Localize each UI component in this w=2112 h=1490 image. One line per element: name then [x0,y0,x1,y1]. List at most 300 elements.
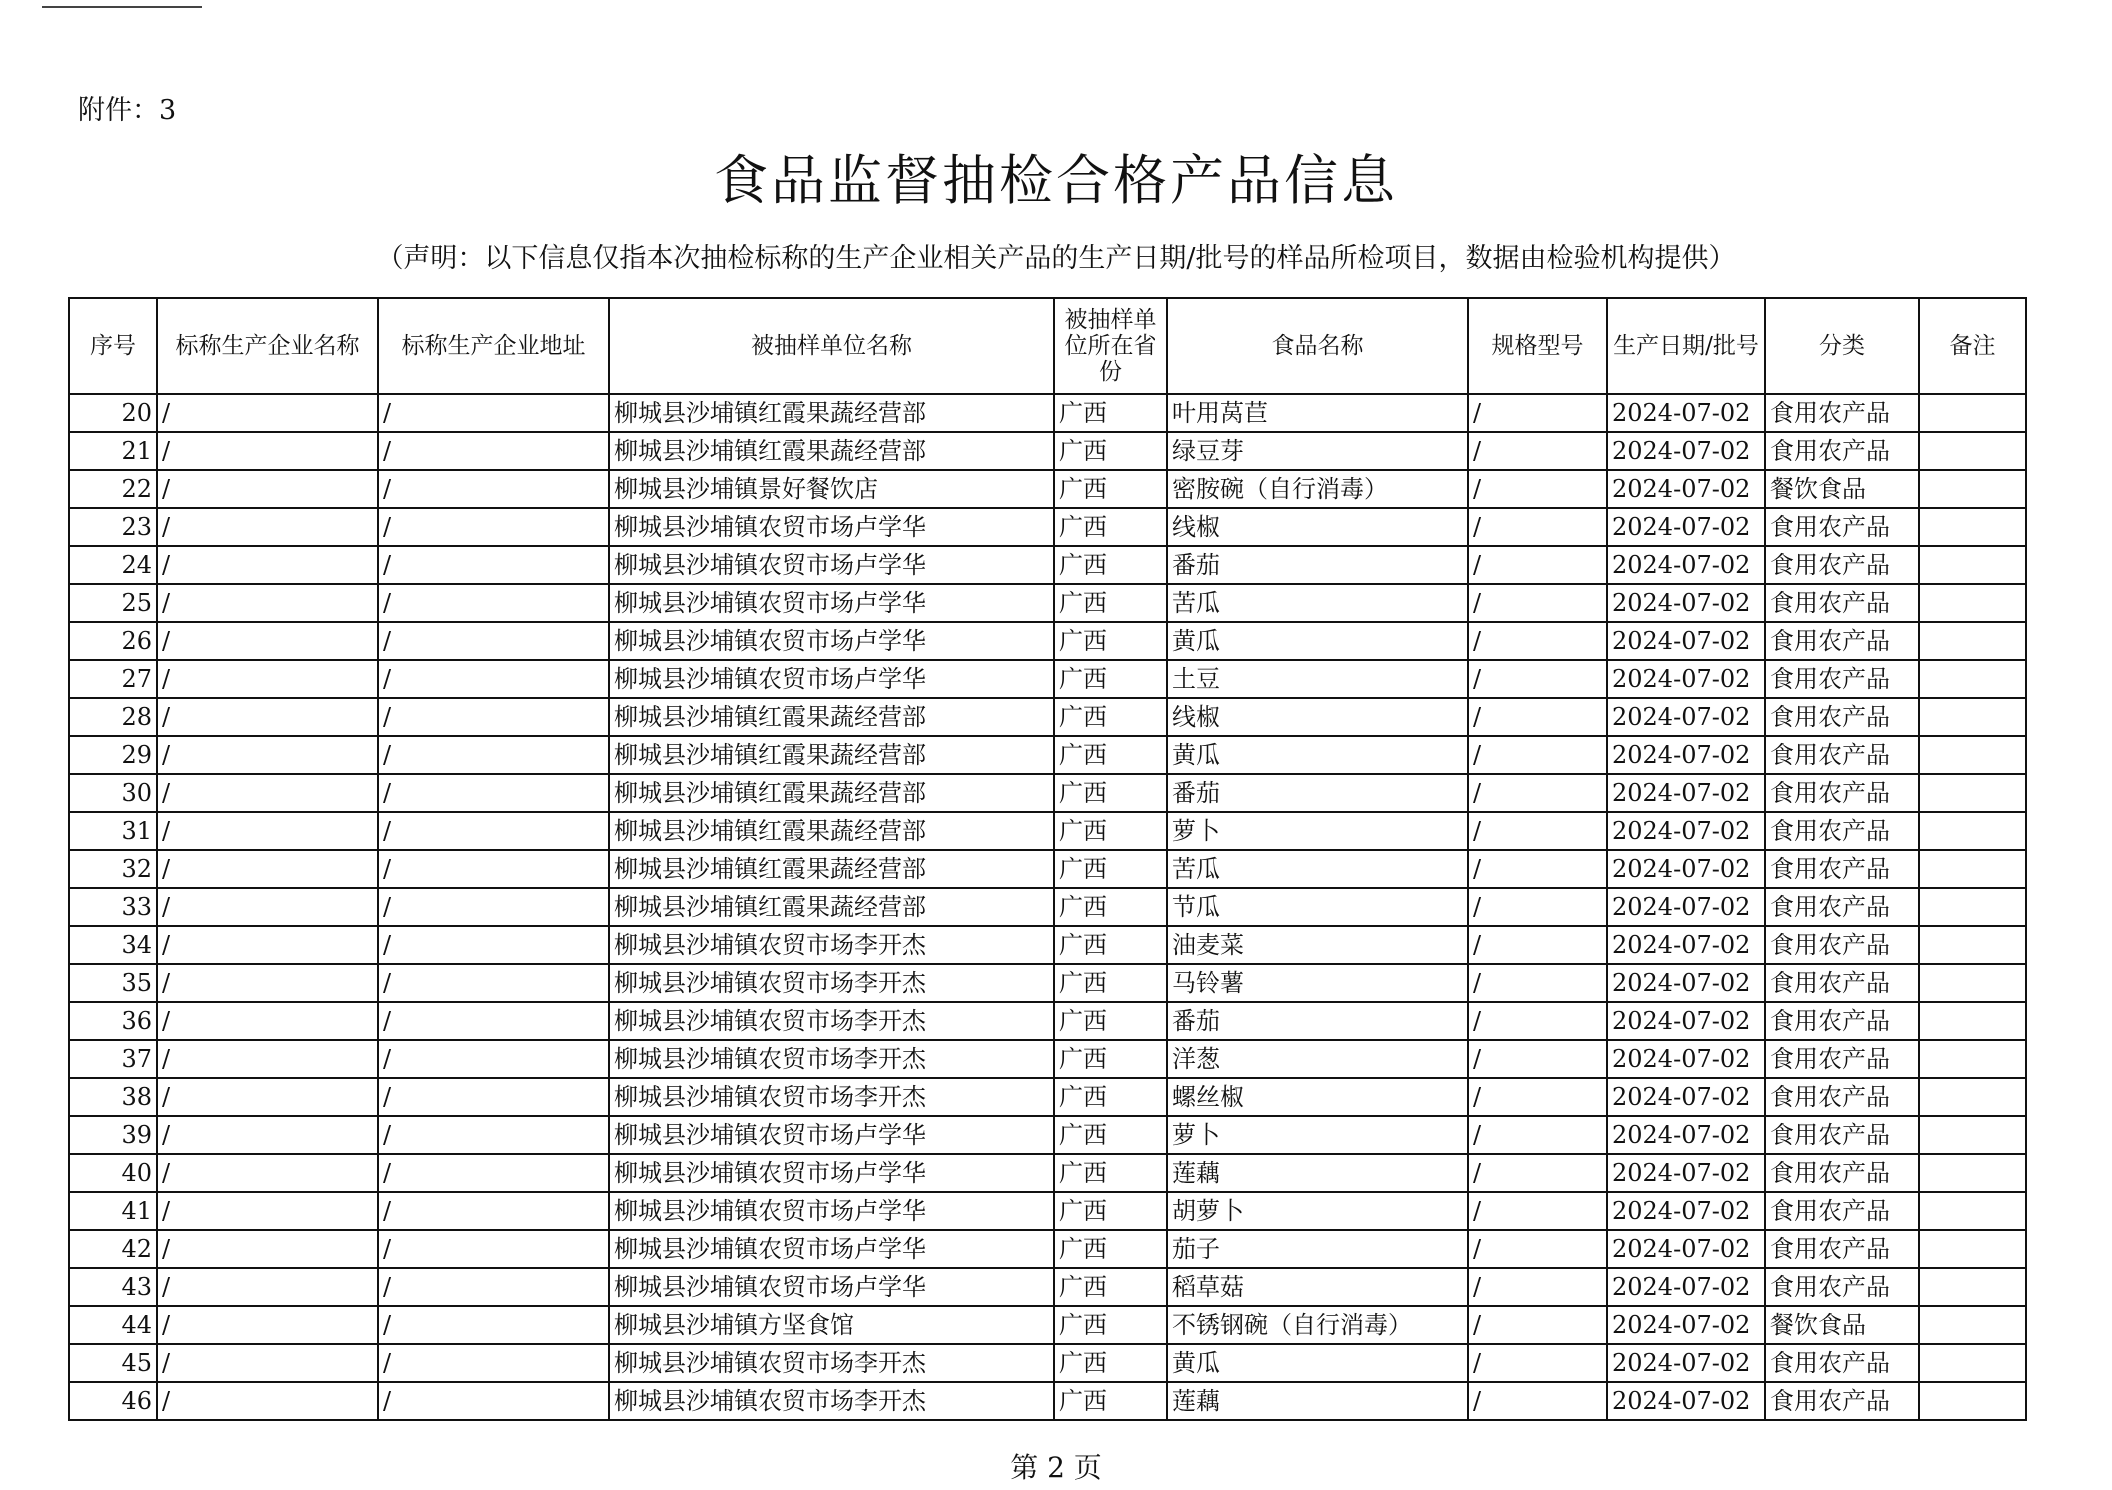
cell-remark [1919,1116,2026,1154]
cell-spec: / [1468,1116,1607,1154]
cell-address: / [378,660,609,698]
cell-remark [1919,964,2026,1002]
cell-sampled-unit: 柳城县沙埔镇农贸市场李开杰 [609,1078,1054,1116]
cell-address: / [378,698,609,736]
cell-sampled-unit: 柳城县沙埔镇农贸市场卢学华 [609,508,1054,546]
cell-manufacturer: / [157,432,378,470]
cell-address: / [378,1344,609,1382]
cell-remark [1919,1154,2026,1192]
cell-spec: / [1468,1040,1607,1078]
cell-province: 广西 [1054,1268,1167,1306]
cell-remark [1919,888,2026,926]
column-header: 生产日期/批号 [1607,298,1765,394]
cell-manufacturer: / [157,1040,378,1078]
cell-sampled-unit: 柳城县沙埔镇红霞果蔬经营部 [609,394,1054,432]
cell-address: / [378,888,609,926]
cell-manufacturer: / [157,888,378,926]
cell-index: 27 [69,660,157,698]
cell-address: / [378,1116,609,1154]
cell-date: 2024-07-02 [1607,1382,1765,1420]
cell-spec: / [1468,1344,1607,1382]
cell-sampled-unit: 柳城县沙埔镇红霞果蔬经营部 [609,736,1054,774]
cell-date: 2024-07-02 [1607,698,1765,736]
cell-spec: / [1468,1306,1607,1344]
cell-date: 2024-07-02 [1607,1306,1765,1344]
cell-date: 2024-07-02 [1607,774,1765,812]
cell-manufacturer: / [157,774,378,812]
cell-index: 38 [69,1078,157,1116]
cell-category: 餐饮食品 [1765,1306,1919,1344]
table-row [69,470,2026,508]
cell-index: 31 [69,812,157,850]
cell-address: / [378,394,609,432]
cell-index: 41 [69,1192,157,1230]
cell-remark [1919,926,2026,964]
cell-spec: / [1468,1192,1607,1230]
cell-category: 食用农产品 [1765,698,1919,736]
cell-address: / [378,964,609,1002]
cell-sampled-unit: 柳城县沙埔镇方坚食馆 [609,1306,1054,1344]
cell-sampled-unit: 柳城县沙埔镇农贸市场李开杰 [609,964,1054,1002]
cell-manufacturer: / [157,1382,378,1420]
cell-remark [1919,1192,2026,1230]
cell-manufacturer: / [157,584,378,622]
cell-address: / [378,736,609,774]
cell-date: 2024-07-02 [1607,736,1765,774]
cell-address: / [378,1382,609,1420]
cell-date: 2024-07-02 [1607,546,1765,584]
table-row [69,1382,2026,1420]
product-table [68,297,2027,1421]
cell-index: 32 [69,850,157,888]
table-row [69,584,2026,622]
cell-food-name: 洋葱 [1167,1040,1468,1078]
cell-remark [1919,1268,2026,1306]
cell-category: 食用农产品 [1765,774,1919,812]
cell-category: 食用农产品 [1765,1230,1919,1268]
cell-category: 食用农产品 [1765,660,1919,698]
cell-sampled-unit: 柳城县沙埔镇景好餐饮店 [609,470,1054,508]
cell-category: 食用农产品 [1765,546,1919,584]
cell-index: 44 [69,1306,157,1344]
cell-food-name: 莲藕 [1167,1382,1468,1420]
table-row [69,850,2026,888]
cell-category: 食用农产品 [1765,1382,1919,1420]
cell-spec: / [1468,698,1607,736]
cell-category: 食用农产品 [1765,1268,1919,1306]
cell-food-name: 马铃薯 [1167,964,1468,1002]
cell-manufacturer: / [157,812,378,850]
cell-index: 28 [69,698,157,736]
cell-index: 36 [69,1002,157,1040]
cell-food-name: 萝卜 [1167,812,1468,850]
cell-manufacturer: / [157,1344,378,1382]
cell-sampled-unit: 柳城县沙埔镇农贸市场卢学华 [609,1230,1054,1268]
cell-remark [1919,584,2026,622]
cell-sampled-unit: 柳城县沙埔镇红霞果蔬经营部 [609,698,1054,736]
column-header: 被抽样单位所在省份 [1054,298,1167,394]
column-header: 序号 [69,298,157,394]
cell-date: 2024-07-02 [1607,1002,1765,1040]
cell-food-name: 苦瓜 [1167,584,1468,622]
cell-index: 26 [69,622,157,660]
cell-sampled-unit: 柳城县沙埔镇红霞果蔬经营部 [609,888,1054,926]
cell-remark [1919,1040,2026,1078]
cell-index: 39 [69,1116,157,1154]
cell-sampled-unit: 柳城县沙埔镇农贸市场卢学华 [609,546,1054,584]
cell-address: / [378,1002,609,1040]
cell-province: 广西 [1054,622,1167,660]
cell-food-name: 番茄 [1167,546,1468,584]
cell-address: / [378,1306,609,1344]
table-row [69,1268,2026,1306]
cell-manufacturer: / [157,1230,378,1268]
statement: （声明：以下信息仅指本次抽检标称的生产企业相关产品的生产日期/批号的样品所检项目，数据由检验机构提供） [376,243,1736,274]
cell-province: 广西 [1054,850,1167,888]
cell-date: 2024-07-02 [1607,432,1765,470]
cell-sampled-unit: 柳城县沙埔镇农贸市场李开杰 [609,1344,1054,1382]
table-row [69,1192,2026,1230]
cell-food-name: 莲藕 [1167,1154,1468,1192]
cell-manufacturer: / [157,508,378,546]
cell-address: / [378,622,609,660]
cell-spec: / [1468,1154,1607,1192]
cell-province: 广西 [1054,660,1167,698]
cell-province: 广西 [1054,546,1167,584]
cell-index: 37 [69,1040,157,1078]
cell-remark [1919,812,2026,850]
cell-category: 食用农产品 [1765,584,1919,622]
cell-food-name: 黄瓜 [1167,736,1468,774]
cell-food-name: 黄瓜 [1167,622,1468,660]
cell-remark [1919,470,2026,508]
cell-province: 广西 [1054,774,1167,812]
cell-index: 25 [69,584,157,622]
cell-food-name: 土豆 [1167,660,1468,698]
cell-sampled-unit: 柳城县沙埔镇农贸市场卢学华 [609,1192,1054,1230]
cell-food-name: 节瓜 [1167,888,1468,926]
cell-sampled-unit: 柳城县沙埔镇农贸市场李开杰 [609,1002,1054,1040]
cell-date: 2024-07-02 [1607,622,1765,660]
cell-date: 2024-07-02 [1607,394,1765,432]
cell-address: / [378,926,609,964]
cell-manufacturer: / [157,1078,378,1116]
cell-province: 广西 [1054,1002,1167,1040]
cell-spec: / [1468,584,1607,622]
cell-manufacturer: / [157,1192,378,1230]
cell-category: 食用农产品 [1765,394,1919,432]
cell-date: 2024-07-02 [1607,584,1765,622]
cell-category: 食用农产品 [1765,1192,1919,1230]
cell-sampled-unit: 柳城县沙埔镇农贸市场李开杰 [609,1040,1054,1078]
cell-manufacturer: / [157,1002,378,1040]
table-row [69,888,2026,926]
table-row [69,1116,2026,1154]
cell-date: 2024-07-02 [1607,1268,1765,1306]
table-row [69,926,2026,964]
cell-remark [1919,1230,2026,1268]
cell-remark [1919,660,2026,698]
cell-food-name: 不锈钢碗（自行消毒） [1167,1306,1468,1344]
cell-category: 食用农产品 [1765,508,1919,546]
cell-address: / [378,508,609,546]
cell-sampled-unit: 柳城县沙埔镇红霞果蔬经营部 [609,812,1054,850]
cell-category: 食用农产品 [1765,432,1919,470]
cell-food-name: 黄瓜 [1167,1344,1468,1382]
cell-sampled-unit: 柳城县沙埔镇农贸市场卢学华 [609,584,1054,622]
cell-index: 20 [69,394,157,432]
top-rule [42,6,202,8]
cell-remark [1919,508,2026,546]
cell-province: 广西 [1054,1040,1167,1078]
cell-address: / [378,546,609,584]
cell-address: / [378,432,609,470]
table-row [69,1344,2026,1382]
column-header: 规格型号 [1468,298,1607,394]
cell-category: 食用农产品 [1765,1040,1919,1078]
cell-category: 食用农产品 [1765,888,1919,926]
table-row [69,1230,2026,1268]
cell-province: 广西 [1054,470,1167,508]
cell-date: 2024-07-02 [1607,850,1765,888]
cell-sampled-unit: 柳城县沙埔镇红霞果蔬经营部 [609,774,1054,812]
cell-food-name: 茄子 [1167,1230,1468,1268]
cell-remark [1919,698,2026,736]
cell-address: / [378,1268,609,1306]
cell-date: 2024-07-02 [1607,1116,1765,1154]
cell-manufacturer: / [157,470,378,508]
cell-date: 2024-07-02 [1607,1040,1765,1078]
cell-spec: / [1468,736,1607,774]
cell-remark [1919,774,2026,812]
cell-food-name: 线椒 [1167,698,1468,736]
cell-spec: / [1468,812,1607,850]
cell-manufacturer: / [157,964,378,1002]
cell-category: 食用农产品 [1765,812,1919,850]
cell-food-name: 油麦菜 [1167,926,1468,964]
cell-category: 食用农产品 [1765,926,1919,964]
cell-date: 2024-07-02 [1607,1078,1765,1116]
cell-province: 广西 [1054,1230,1167,1268]
cell-date: 2024-07-02 [1607,812,1765,850]
column-header: 食品名称 [1167,298,1468,394]
cell-remark [1919,1002,2026,1040]
column-header: 标称生产企业名称 [157,298,378,394]
cell-category: 食用农产品 [1765,1002,1919,1040]
cell-manufacturer: / [157,736,378,774]
page-title: 食品监督抽检合格产品信息 [714,149,1398,212]
cell-date: 2024-07-02 [1607,660,1765,698]
cell-index: 33 [69,888,157,926]
cell-spec: / [1468,1268,1607,1306]
cell-sampled-unit: 柳城县沙埔镇农贸市场李开杰 [609,1382,1054,1420]
cell-date: 2024-07-02 [1607,888,1765,926]
cell-date: 2024-07-02 [1607,926,1765,964]
table-row [69,660,2026,698]
cell-date: 2024-07-02 [1607,1192,1765,1230]
table-row [69,1040,2026,1078]
cell-address: / [378,1154,609,1192]
cell-province: 广西 [1054,508,1167,546]
cell-spec: / [1468,1002,1607,1040]
cell-index: 24 [69,546,157,584]
table-row [69,622,2026,660]
cell-manufacturer: / [157,660,378,698]
cell-category: 食用农产品 [1765,1116,1919,1154]
cell-province: 广西 [1054,584,1167,622]
cell-category: 食用农产品 [1765,1078,1919,1116]
cell-food-name: 绿豆芽 [1167,432,1468,470]
cell-province: 广西 [1054,1344,1167,1382]
cell-manufacturer: / [157,698,378,736]
cell-manufacturer: / [157,1154,378,1192]
cell-province: 广西 [1054,1192,1167,1230]
table-body [69,394,2026,1420]
cell-spec: / [1468,394,1607,432]
cell-spec: / [1468,850,1607,888]
table-row [69,432,2026,470]
cell-address: / [378,1040,609,1078]
cell-remark [1919,736,2026,774]
cell-manufacturer: / [157,622,378,660]
cell-address: / [378,850,609,888]
table-row [69,1306,2026,1344]
cell-spec: / [1468,470,1607,508]
cell-province: 广西 [1054,812,1167,850]
cell-index: 21 [69,432,157,470]
cell-spec: / [1468,546,1607,584]
cell-sampled-unit: 柳城县沙埔镇农贸市场卢学华 [609,622,1054,660]
table-row [69,698,2026,736]
cell-province: 广西 [1054,964,1167,1002]
cell-category: 食用农产品 [1765,1344,1919,1382]
cell-food-name: 密胺碗（自行消毒） [1167,470,1468,508]
cell-remark [1919,1344,2026,1382]
column-header: 被抽样单位名称 [609,298,1054,394]
cell-address: / [378,470,609,508]
cell-spec: / [1468,1382,1607,1420]
cell-index: 23 [69,508,157,546]
cell-spec: / [1468,926,1607,964]
cell-address: / [378,1078,609,1116]
cell-remark [1919,432,2026,470]
cell-sampled-unit: 柳城县沙埔镇红霞果蔬经营部 [609,850,1054,888]
column-header: 标称生产企业地址 [378,298,609,394]
cell-address: / [378,1192,609,1230]
cell-manufacturer: / [157,1116,378,1154]
cell-spec: / [1468,622,1607,660]
cell-food-name: 胡萝卜 [1167,1192,1468,1230]
table-header-row [69,298,2026,394]
table-row [69,508,2026,546]
table-row [69,1154,2026,1192]
table-row [69,1002,2026,1040]
cell-province: 广西 [1054,394,1167,432]
cell-address: / [378,774,609,812]
cell-province: 广西 [1054,736,1167,774]
cell-category: 食用农产品 [1765,622,1919,660]
cell-category: 食用农产品 [1765,964,1919,1002]
cell-spec: / [1468,1078,1607,1116]
table-row [69,736,2026,774]
cell-remark [1919,1078,2026,1116]
cell-index: 45 [69,1344,157,1382]
cell-index: 46 [69,1382,157,1420]
cell-remark [1919,394,2026,432]
cell-category: 食用农产品 [1765,736,1919,774]
cell-sampled-unit: 柳城县沙埔镇农贸市场卢学华 [609,1154,1054,1192]
cell-index: 40 [69,1154,157,1192]
cell-date: 2024-07-02 [1607,470,1765,508]
cell-food-name: 线椒 [1167,508,1468,546]
table-row [69,964,2026,1002]
cell-remark [1919,622,2026,660]
cell-spec: / [1468,888,1607,926]
cell-category: 餐饮食品 [1765,470,1919,508]
cell-spec: / [1468,1230,1607,1268]
cell-sampled-unit: 柳城县沙埔镇农贸市场李开杰 [609,926,1054,964]
cell-date: 2024-07-02 [1607,1154,1765,1192]
cell-food-name: 番茄 [1167,774,1468,812]
table-row [69,812,2026,850]
column-header: 备注 [1919,298,2026,394]
cell-spec: / [1468,432,1607,470]
table-row [69,546,2026,584]
cell-food-name: 萝卜 [1167,1116,1468,1154]
cell-address: / [378,584,609,622]
cell-date: 2024-07-02 [1607,508,1765,546]
table-row [69,394,2026,432]
cell-address: / [378,1230,609,1268]
cell-address: / [378,812,609,850]
cell-manufacturer: / [157,926,378,964]
cell-sampled-unit: 柳城县沙埔镇红霞果蔬经营部 [609,432,1054,470]
cell-category: 食用农产品 [1765,850,1919,888]
cell-sampled-unit: 柳城县沙埔镇农贸市场卢学华 [609,1116,1054,1154]
cell-spec: / [1468,774,1607,812]
column-header: 分类 [1765,298,1919,394]
cell-manufacturer: / [157,1268,378,1306]
cell-sampled-unit: 柳城县沙埔镇农贸市场卢学华 [609,660,1054,698]
cell-spec: / [1468,660,1607,698]
cell-remark [1919,1306,2026,1344]
page-number: 第 2 页 [1010,1451,1102,1484]
cell-date: 2024-07-02 [1607,1230,1765,1268]
table-row [69,1078,2026,1116]
cell-province: 广西 [1054,1116,1167,1154]
cell-remark [1919,1382,2026,1420]
cell-province: 广西 [1054,1382,1167,1420]
cell-province: 广西 [1054,888,1167,926]
attachment-label: 附件：3 [78,95,177,126]
cell-manufacturer: / [157,546,378,584]
cell-spec: / [1468,508,1607,546]
cell-index: 29 [69,736,157,774]
cell-remark [1919,850,2026,888]
cell-food-name: 苦瓜 [1167,850,1468,888]
cell-province: 广西 [1054,432,1167,470]
cell-date: 2024-07-02 [1607,1344,1765,1382]
cell-manufacturer: / [157,394,378,432]
cell-food-name: 稻草菇 [1167,1268,1468,1306]
cell-index: 42 [69,1230,157,1268]
cell-province: 广西 [1054,926,1167,964]
cell-manufacturer: / [157,850,378,888]
cell-province: 广西 [1054,1078,1167,1116]
cell-food-name: 叶用莴苣 [1167,394,1468,432]
cell-province: 广西 [1054,1306,1167,1344]
cell-index: 22 [69,470,157,508]
